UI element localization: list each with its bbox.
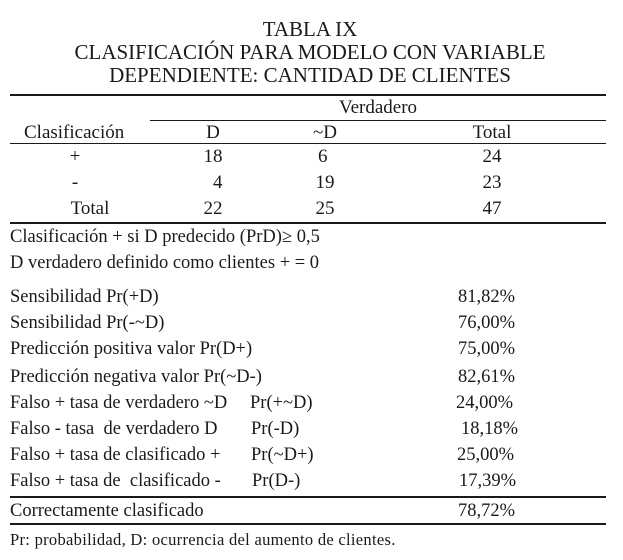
- metric-probability: Pr(D-): [252, 471, 301, 491]
- metric-label: Falso - tasa de verdadero D: [10, 419, 218, 439]
- metric-value: 24,00%: [456, 393, 514, 413]
- header-rule: [10, 143, 606, 144]
- cell-not-d: 19: [315, 172, 335, 193]
- cell-total: 47: [482, 198, 502, 219]
- metric-value: 82,61%: [458, 367, 516, 387]
- metric-label: Predicción negativa valor Pr(~D-): [10, 367, 262, 387]
- col-header-not-d: ~D: [312, 122, 337, 143]
- metric-value: 17,39%: [459, 471, 517, 491]
- metric-label: Falso + tasa de clasificado +: [10, 445, 221, 465]
- metric-probability: Pr(-D): [251, 419, 300, 439]
- col-header-d: D: [206, 122, 220, 143]
- cell-total: 23: [482, 172, 502, 193]
- group-header-verdadero: Verdadero: [338, 97, 418, 118]
- table-number: TABLA IX: [262, 17, 358, 41]
- cell-d: 22: [203, 198, 223, 219]
- cell-d: 18: [203, 146, 223, 167]
- table-title-line-1: CLASIFICACIÓN PARA MODELO CON VARIABLE: [74, 40, 546, 64]
- summary-label: Correctamente clasificado: [10, 501, 204, 521]
- group-header-rule: [150, 120, 606, 121]
- metric-value: 81,82%: [458, 287, 516, 307]
- col-header-clasificacion: Clasificación: [24, 122, 125, 143]
- metric-label: Sensibilidad Pr(-~D): [10, 313, 165, 333]
- metric-label: Falso + tasa de clasificado -: [10, 471, 221, 491]
- metric-label: Predicción positiva valor Pr(D+): [10, 339, 253, 359]
- top-rule: [10, 94, 606, 96]
- table-bottom-rule: [10, 222, 606, 224]
- row-label: -: [71, 172, 79, 193]
- col-header-total: Total: [472, 122, 512, 143]
- metric-value: 25,00%: [457, 445, 515, 465]
- metric-label: Sensibilidad Pr(+D): [10, 287, 159, 307]
- footnote: Pr: probabilidad, D: ocurrencia del aumento de clientes.: [10, 530, 396, 549]
- row-label: +: [69, 146, 81, 167]
- table-title-line-2: DEPENDIENTE: CANTIDAD DE CLIENTES: [109, 63, 511, 87]
- cell-d: 4: [213, 172, 223, 193]
- cell-not-d: 6: [318, 146, 328, 167]
- row-label: Total: [70, 198, 110, 219]
- summary-value: 78,72%: [458, 501, 516, 521]
- cell-total: 24: [482, 146, 502, 167]
- summary-top-rule: [10, 496, 606, 498]
- metric-value: 18,18%: [461, 419, 519, 439]
- metric-label: Falso + tasa de verdadero ~D: [10, 393, 228, 413]
- classification-note: Clasificación + si D predecido (PrD)≥ 0,5: [10, 227, 320, 247]
- metric-probability: Pr(~D+): [251, 445, 314, 465]
- metric-probability: Pr(+~D): [250, 393, 313, 413]
- summary-bottom-rule: [10, 523, 606, 525]
- definition-note: D verdadero definido como clientes + = 0: [10, 253, 320, 273]
- metric-value: 76,00%: [458, 313, 516, 333]
- metric-value: 75,00%: [458, 339, 516, 359]
- cell-not-d: 25: [315, 198, 335, 219]
